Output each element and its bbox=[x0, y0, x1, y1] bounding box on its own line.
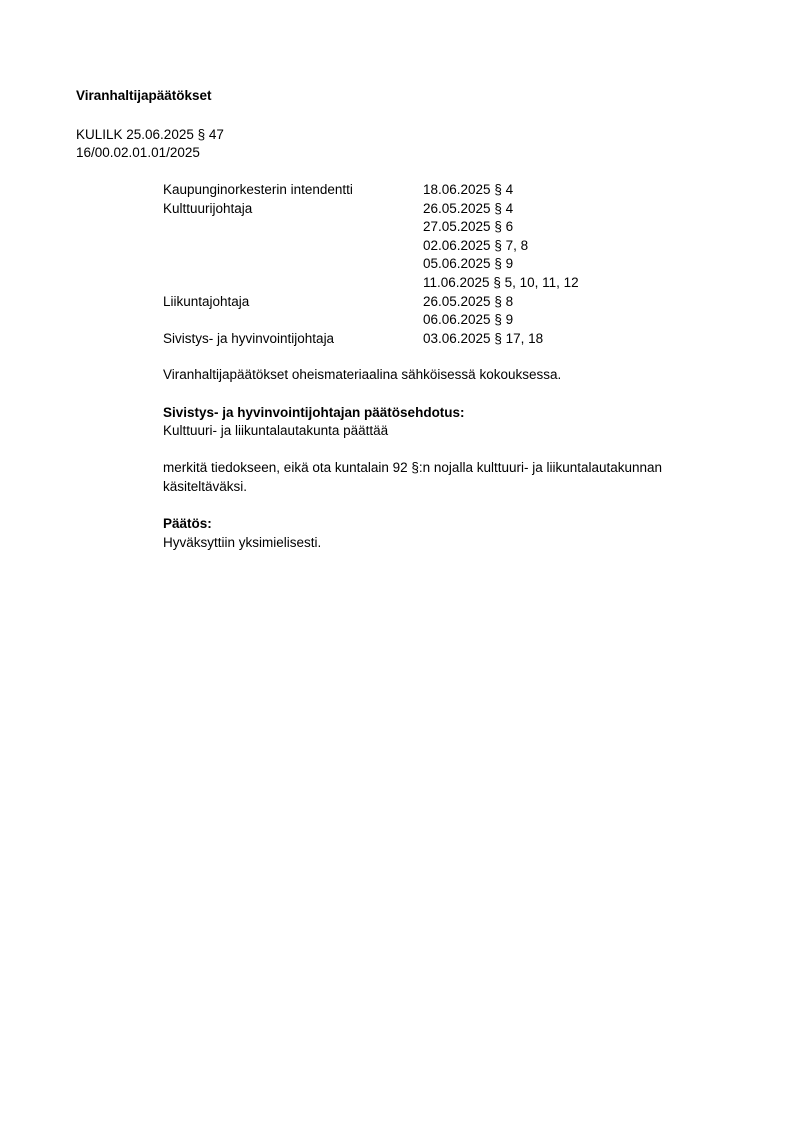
decision-row bbox=[163, 274, 723, 293]
decision-role: Kaupunginorkesterin intendentti bbox=[163, 182, 353, 197]
decision-row bbox=[163, 330, 723, 349]
decision-reference: 03.06.2025 § 17, 18 bbox=[423, 330, 544, 346]
decision-role bbox=[163, 311, 423, 330]
decision-role bbox=[163, 237, 423, 256]
decision-role: Sivistys- ja hyvinvointijohtaja bbox=[163, 330, 335, 346]
decision-text: Hyväksyttiin yksimielisesti. bbox=[163, 535, 322, 550]
proposal-body: merkitä tiedokseen, eikä ota kuntalain 92 §:n nojalla kulttuuri- ja liikuntalautakunnan käsiteltäväksi. bbox=[163, 460, 663, 494]
page-title: Viranhaltijapäätökset bbox=[76, 88, 212, 103]
decision-reference: 11.06.2025 § 5, 10, 11, 12 bbox=[423, 274, 579, 290]
decision-row bbox=[163, 237, 723, 256]
decision-role bbox=[163, 218, 423, 237]
attachment-note: Viranhaltijapäätökset oheismateriaalina sähköisessä kokouksessa. bbox=[163, 367, 562, 382]
meeting-reference: KULILK 25.06.2025 § 47 bbox=[76, 127, 224, 142]
decision-reference: 05.06.2025 § 9 bbox=[423, 256, 514, 272]
decision-reference: 18.06.2025 § 4 bbox=[423, 182, 514, 197]
decision-row bbox=[163, 293, 723, 312]
decision-heading: Päätös: bbox=[163, 516, 212, 531]
decision-row bbox=[163, 311, 723, 330]
decision-row bbox=[163, 181, 723, 200]
decision-reference: 06.06.2025 § 9 bbox=[423, 312, 514, 328]
proposal-intro: Kulttuuri- ja liikuntalautakunta päättää bbox=[163, 423, 389, 438]
decision-reference: 26.05.2025 § 4 bbox=[423, 200, 514, 216]
decision-reference: 26.05.2025 § 8 bbox=[423, 293, 514, 309]
decision-row bbox=[163, 255, 723, 274]
decision-row bbox=[163, 218, 723, 237]
decision-role bbox=[163, 255, 423, 274]
decision-role: Liikuntajohtaja bbox=[163, 293, 250, 309]
proposal-heading: Sivistys- ja hyvinvointijohtajan päätösehdotus: bbox=[163, 405, 465, 420]
decision-reference: 02.06.2025 § 7, 8 bbox=[423, 237, 529, 253]
case-number: 16/00.02.01.01/2025 bbox=[76, 145, 200, 160]
decision-role bbox=[163, 274, 423, 293]
decision-role: Kulttuurijohtaja bbox=[163, 200, 253, 216]
decision-reference: 27.05.2025 § 6 bbox=[423, 219, 514, 235]
decision-row bbox=[163, 200, 723, 219]
decision-list bbox=[163, 181, 723, 348]
